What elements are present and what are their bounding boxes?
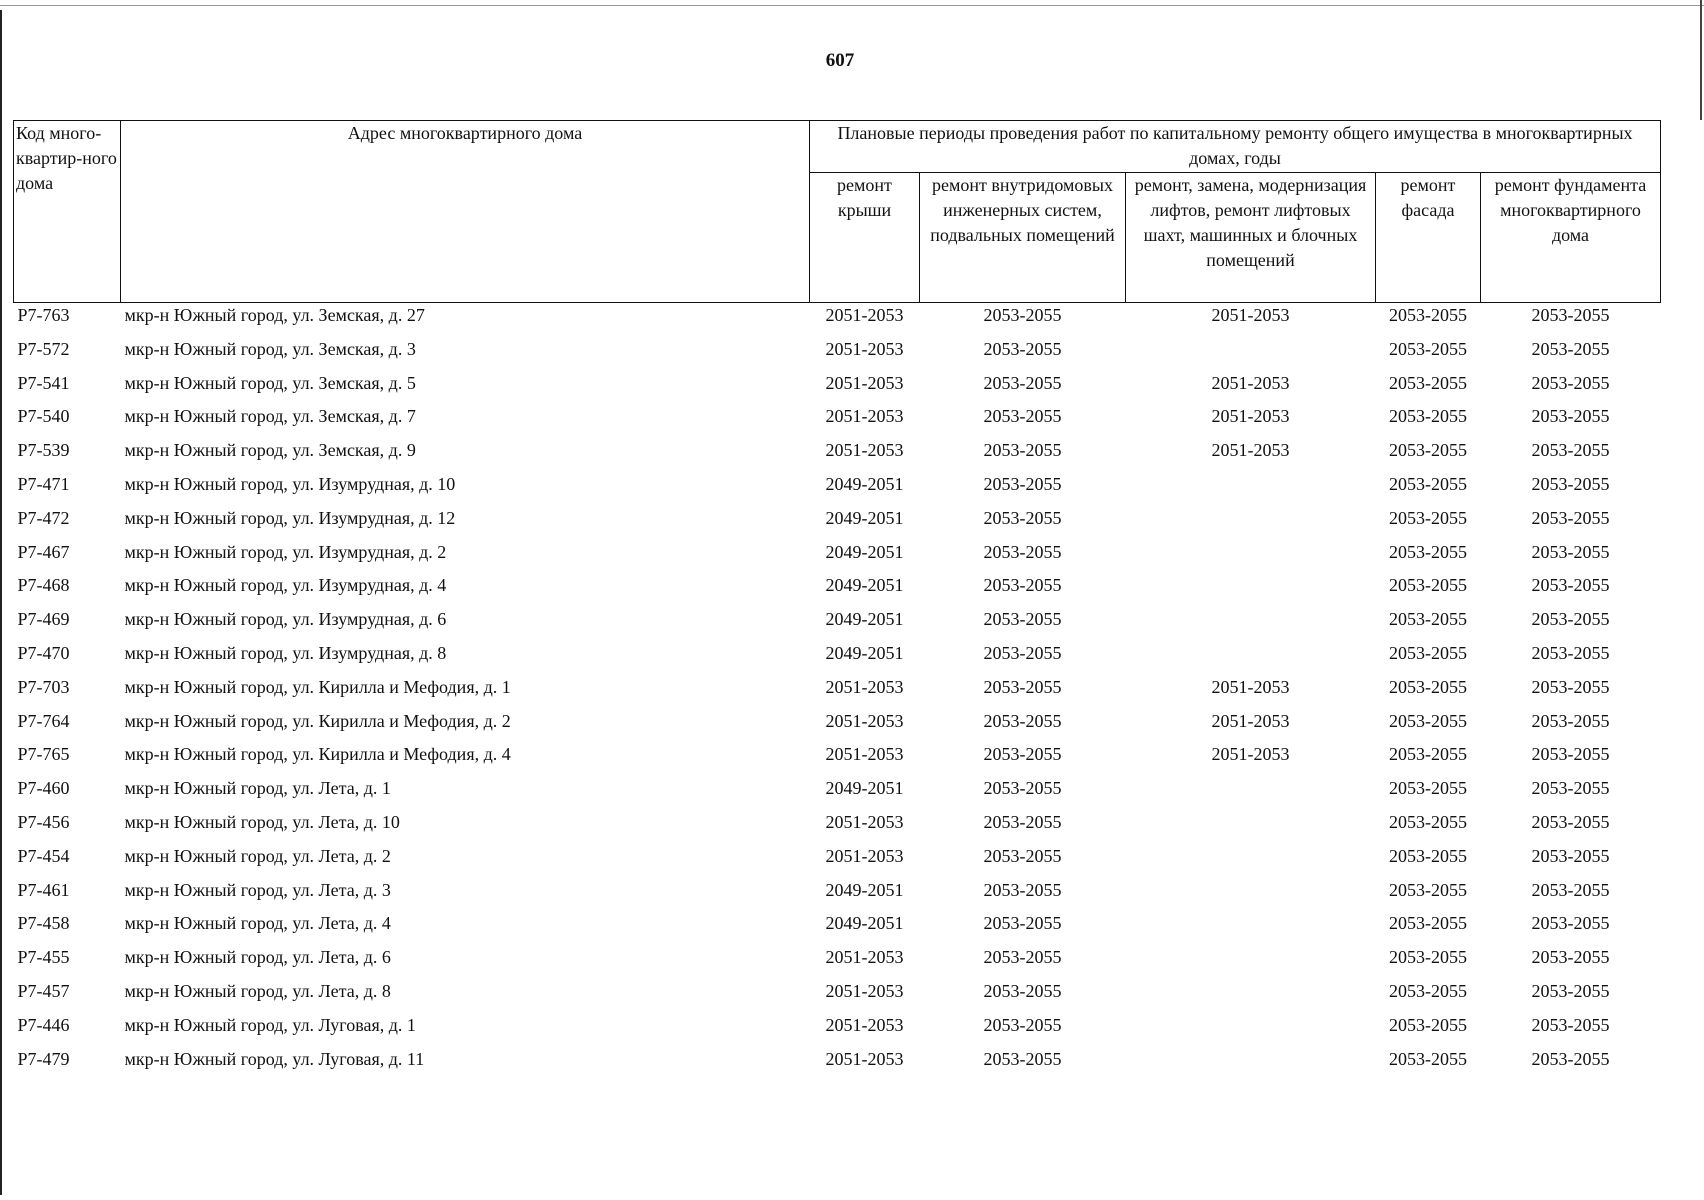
- cell-facade: 2053-2055: [1389, 947, 1467, 968]
- cell-address: мкр-н Южный город, ул. Лета, д. 2: [124, 845, 391, 866]
- cell-address: мкр-н Южный город, ул. Лета, д. 3: [124, 879, 391, 900]
- table-row: [14, 506, 1661, 540]
- cell-foundation: 2053-2055: [1531, 811, 1610, 832]
- cell-facade: 2053-2055: [1389, 980, 1467, 1001]
- cell-roof: 2051-2053: [825, 305, 904, 325]
- cell-roof: 2049-2051: [825, 642, 904, 663]
- cell-address: мкр-н Южный город, ул. Земская, д. 5: [124, 372, 416, 393]
- cell-roof: 2049-2051: [825, 575, 904, 596]
- table-row: [14, 675, 1661, 709]
- cell-facade: 2053-2055: [1389, 406, 1467, 427]
- header-roof: ремонт крыши: [810, 173, 920, 303]
- cell-roof: 2051-2053: [825, 947, 904, 968]
- cell-roof: 2049-2051: [825, 913, 904, 934]
- cell-facade: 2053-2055: [1389, 676, 1467, 697]
- cell-code: Р7-461: [17, 879, 70, 900]
- table-row: [14, 776, 1661, 810]
- cell-roof: 2049-2051: [825, 879, 904, 900]
- cell-engineering: 2053-2055: [983, 473, 1062, 494]
- cell-foundation: 2053-2055: [1531, 406, 1610, 427]
- cell-code: Р7-572: [17, 338, 70, 359]
- cell-foundation: 2053-2055: [1531, 744, 1610, 765]
- cell-foundation: 2053-2055: [1531, 440, 1610, 461]
- header-foundation: ремонт фундамента многоквартирного дома: [1481, 173, 1661, 303]
- cell-roof: 2049-2051: [825, 609, 904, 630]
- cell-foundation: 2053-2055: [1531, 642, 1610, 663]
- page-right-edge: [1700, 0, 1702, 120]
- cell-elevators: 2051-2053: [1211, 744, 1290, 765]
- cell-facade: 2053-2055: [1389, 305, 1467, 325]
- cell-facade: 2053-2055: [1389, 744, 1467, 765]
- cell-engineering: 2053-2055: [983, 1014, 1062, 1035]
- table-row: [14, 1047, 1661, 1081]
- cell-engineering: 2053-2055: [983, 609, 1062, 630]
- cell-engineering: 2053-2055: [983, 406, 1062, 427]
- page-left-edge: [0, 10, 2, 1195]
- cell-elevators: [1126, 1047, 1376, 1081]
- cell-roof: 2051-2053: [825, 980, 904, 1001]
- cell-foundation: 2053-2055: [1531, 507, 1610, 528]
- cell-engineering: 2053-2055: [983, 440, 1062, 461]
- cell-elevators: [1126, 911, 1376, 945]
- table-row: [14, 404, 1661, 438]
- cell-foundation: 2053-2055: [1531, 913, 1610, 934]
- cell-roof: 2049-2051: [825, 778, 904, 799]
- cell-code: Р7-472: [17, 507, 70, 528]
- table-row: [14, 371, 1661, 405]
- table-row: [14, 337, 1661, 371]
- cell-address: мкр-н Южный город, ул. Кирилла и Мефодия, д. 1: [124, 676, 511, 697]
- cell-engineering: 2053-2055: [983, 541, 1062, 562]
- cell-foundation: 2053-2055: [1531, 845, 1610, 866]
- cell-elevators: [1126, 641, 1376, 675]
- cell-code: Р7-467: [17, 541, 70, 562]
- cell-elevators: 2051-2053: [1211, 676, 1290, 697]
- table-row: [14, 641, 1661, 675]
- cell-facade: 2053-2055: [1389, 778, 1467, 799]
- cell-engineering: 2053-2055: [983, 642, 1062, 663]
- cell-engineering: 2053-2055: [983, 980, 1062, 1001]
- cell-address: мкр-н Южный город, ул. Луговая, д. 11: [124, 1048, 425, 1069]
- cell-roof: 2051-2053: [825, 406, 904, 427]
- table-body: [14, 303, 1661, 1081]
- cell-roof: 2051-2053: [825, 676, 904, 697]
- cell-facade: 2053-2055: [1389, 1048, 1467, 1069]
- cell-roof: 2051-2053: [825, 1048, 904, 1069]
- repair-schedule-table: [13, 120, 1661, 1080]
- cell-facade: 2053-2055: [1389, 541, 1467, 562]
- cell-elevators: [1126, 506, 1376, 540]
- cell-elevators: [1126, 776, 1376, 810]
- cell-facade: 2053-2055: [1389, 845, 1467, 866]
- cell-code: Р7-479: [17, 1048, 70, 1069]
- cell-roof: 2051-2053: [825, 710, 904, 731]
- cell-engineering: 2053-2055: [983, 1048, 1062, 1069]
- cell-code: Р7-458: [17, 913, 70, 934]
- cell-elevators: 2051-2053: [1211, 710, 1290, 731]
- cell-facade: 2053-2055: [1389, 338, 1467, 359]
- cell-foundation: 2053-2055: [1531, 305, 1610, 325]
- cell-code: Р7-471: [17, 473, 70, 494]
- header-periods: Плановые периоды проведения работ по капитальному ремонту общего имущества в многоквартирных домах, годы: [810, 121, 1661, 173]
- cell-code: Р7-454: [17, 845, 70, 866]
- cell-address: мкр-н Южный город, ул. Изумрудная, д. 6: [124, 609, 447, 630]
- cell-elevators: [1126, 844, 1376, 878]
- cell-code: Р7-455: [17, 947, 70, 968]
- cell-elevators: [1126, 878, 1376, 912]
- cell-foundation: 2053-2055: [1531, 338, 1610, 359]
- cell-engineering: 2053-2055: [983, 845, 1062, 866]
- table-row: [14, 945, 1661, 979]
- cell-engineering: 2053-2055: [983, 879, 1062, 900]
- cell-foundation: 2053-2055: [1531, 879, 1610, 900]
- cell-address: мкр-н Южный город, ул. Лета, д. 6: [124, 947, 391, 968]
- cell-facade: 2053-2055: [1389, 1014, 1467, 1035]
- cell-address: мкр-н Южный город, ул. Кирилла и Мефодия, д. 4: [124, 744, 511, 765]
- cell-address: мкр-н Южный город, ул. Изумрудная, д. 4: [124, 575, 447, 596]
- cell-facade: 2053-2055: [1389, 609, 1467, 630]
- cell-code: Р7-446: [17, 1014, 70, 1035]
- cell-code: Р7-460: [17, 778, 70, 799]
- cell-elevators: 2051-2053: [1211, 372, 1290, 393]
- cell-address: мкр-н Южный город, ул. Лета, д. 10: [124, 811, 400, 832]
- cell-code: Р7-764: [17, 710, 70, 731]
- cell-engineering: 2053-2055: [983, 507, 1062, 528]
- cell-engineering: 2053-2055: [983, 778, 1062, 799]
- table-row: [14, 878, 1661, 912]
- cell-code: Р7-457: [17, 980, 70, 1001]
- cell-foundation: 2053-2055: [1531, 947, 1610, 968]
- cell-facade: 2053-2055: [1389, 811, 1467, 832]
- cell-roof: 2049-2051: [825, 507, 904, 528]
- cell-elevators: [1126, 810, 1376, 844]
- cell-roof: 2049-2051: [825, 473, 904, 494]
- cell-foundation: 2053-2055: [1531, 372, 1610, 393]
- cell-facade: 2053-2055: [1389, 440, 1467, 461]
- cell-elevators: [1126, 979, 1376, 1013]
- cell-address: мкр-н Южный город, ул. Кирилла и Мефодия, д. 2: [124, 710, 511, 731]
- cell-foundation: 2053-2055: [1531, 473, 1610, 494]
- cell-roof: 2051-2053: [825, 338, 904, 359]
- page-top-edge: [0, 5, 1704, 6]
- cell-elevators: [1126, 337, 1376, 371]
- header-engineering: ремонт внутридомовых инженерных систем, подвальных помещений: [920, 173, 1126, 303]
- cell-address: мкр-н Южный город, ул. Земская, д. 27: [124, 305, 425, 325]
- cell-elevators: [1126, 1013, 1376, 1047]
- table-row: [14, 709, 1661, 743]
- cell-elevators: [1126, 945, 1376, 979]
- header-elevators: ремонт, замена, модернизация лифтов, ремонт лифтовых шахт, машинных и блочных помещений: [1126, 173, 1376, 303]
- cell-foundation: 2053-2055: [1531, 575, 1610, 596]
- cell-code: Р7-703: [17, 676, 70, 697]
- cell-roof: 2051-2053: [825, 845, 904, 866]
- cell-elevators: 2051-2053: [1211, 406, 1290, 427]
- cell-roof: 2051-2053: [825, 744, 904, 765]
- cell-engineering: 2053-2055: [983, 913, 1062, 934]
- cell-roof: 2051-2053: [825, 440, 904, 461]
- table-row: [14, 979, 1661, 1013]
- header-facade: ремонт фасада: [1376, 173, 1481, 303]
- cell-elevators: [1126, 607, 1376, 641]
- cell-engineering: 2053-2055: [983, 676, 1062, 697]
- cell-address: мкр-н Южный город, ул. Изумрудная, д. 10: [124, 473, 456, 494]
- cell-foundation: 2053-2055: [1531, 980, 1610, 1001]
- table-row: [14, 911, 1661, 945]
- cell-elevators: 2051-2053: [1211, 440, 1290, 461]
- cell-facade: 2053-2055: [1389, 913, 1467, 934]
- cell-code: Р7-540: [17, 406, 70, 427]
- cell-address: мкр-н Южный город, ул. Земская, д. 7: [124, 406, 416, 427]
- table-row: [14, 540, 1661, 574]
- table-row: [14, 303, 1661, 337]
- cell-foundation: 2053-2055: [1531, 710, 1610, 731]
- cell-foundation: 2053-2055: [1531, 676, 1610, 697]
- cell-foundation: 2053-2055: [1531, 609, 1610, 630]
- cell-facade: 2053-2055: [1389, 642, 1467, 663]
- cell-elevators: 2051-2053: [1211, 305, 1290, 325]
- cell-facade: 2053-2055: [1389, 710, 1467, 731]
- cell-address: мкр-н Южный город, ул. Изумрудная, д. 8: [124, 642, 447, 663]
- table-row: [14, 472, 1661, 506]
- cell-code: Р7-470: [17, 642, 70, 663]
- cell-code: Р7-541: [17, 372, 70, 393]
- cell-roof: 2051-2053: [825, 372, 904, 393]
- cell-address: мкр-н Южный город, ул. Лета, д. 8: [124, 980, 391, 1001]
- cell-roof: 2051-2053: [825, 1014, 904, 1035]
- cell-elevators: [1126, 573, 1376, 607]
- cell-foundation: 2053-2055: [1531, 778, 1610, 799]
- cell-address: мкр-н Южный город, ул. Земская, д. 3: [124, 338, 416, 359]
- cell-roof: 2051-2053: [825, 811, 904, 832]
- cell-address: мкр-н Южный город, ул. Луговая, д. 1: [124, 1014, 416, 1035]
- cell-facade: 2053-2055: [1389, 575, 1467, 596]
- cell-foundation: 2053-2055: [1531, 1048, 1610, 1069]
- cell-facade: 2053-2055: [1389, 507, 1467, 528]
- cell-address: мкр-н Южный город, ул. Изумрудная, д. 2: [124, 541, 447, 562]
- cell-code: Р7-763: [17, 305, 70, 325]
- cell-engineering: 2053-2055: [983, 710, 1062, 731]
- table-row: [14, 810, 1661, 844]
- cell-code: Р7-765: [17, 744, 70, 765]
- cell-engineering: 2053-2055: [983, 744, 1062, 765]
- table-row: [14, 742, 1661, 776]
- cell-code: Р7-469: [17, 609, 70, 630]
- cell-engineering: 2053-2055: [983, 947, 1062, 968]
- header-address: Адрес многоквартирного дома: [121, 121, 810, 303]
- cell-engineering: 2053-2055: [983, 305, 1062, 325]
- table-row: [14, 1013, 1661, 1047]
- cell-engineering: 2053-2055: [983, 811, 1062, 832]
- cell-elevators: [1126, 472, 1376, 506]
- table-row: [14, 844, 1661, 878]
- cell-code: Р7-539: [17, 440, 70, 461]
- cell-address: мкр-н Южный город, ул. Лета, д. 4: [124, 913, 391, 934]
- cell-address: мкр-н Южный город, ул. Земская, д. 9: [124, 440, 416, 461]
- table-row: [14, 607, 1661, 641]
- cell-engineering: 2053-2055: [983, 338, 1062, 359]
- cell-foundation: 2053-2055: [1531, 1014, 1610, 1035]
- cell-roof: 2049-2051: [825, 541, 904, 562]
- cell-engineering: 2053-2055: [983, 372, 1062, 393]
- header-code: Код много-квартир-ного дома: [14, 121, 121, 303]
- cell-address: мкр-н Южный город, ул. Изумрудная, д. 12: [124, 507, 456, 528]
- table-row: [14, 438, 1661, 472]
- cell-facade: 2053-2055: [1389, 372, 1467, 393]
- cell-engineering: 2053-2055: [983, 575, 1062, 596]
- cell-facade: 2053-2055: [1389, 473, 1467, 494]
- page-number: 607: [825, 50, 855, 71]
- cell-address: мкр-н Южный город, ул. Лета, д. 1: [124, 778, 391, 799]
- cell-facade: 2053-2055: [1389, 879, 1467, 900]
- cell-foundation: 2053-2055: [1531, 541, 1610, 562]
- cell-code: Р7-468: [17, 575, 70, 596]
- cell-elevators: [1126, 540, 1376, 574]
- cell-code: Р7-456: [17, 811, 70, 832]
- table-row: [14, 573, 1661, 607]
